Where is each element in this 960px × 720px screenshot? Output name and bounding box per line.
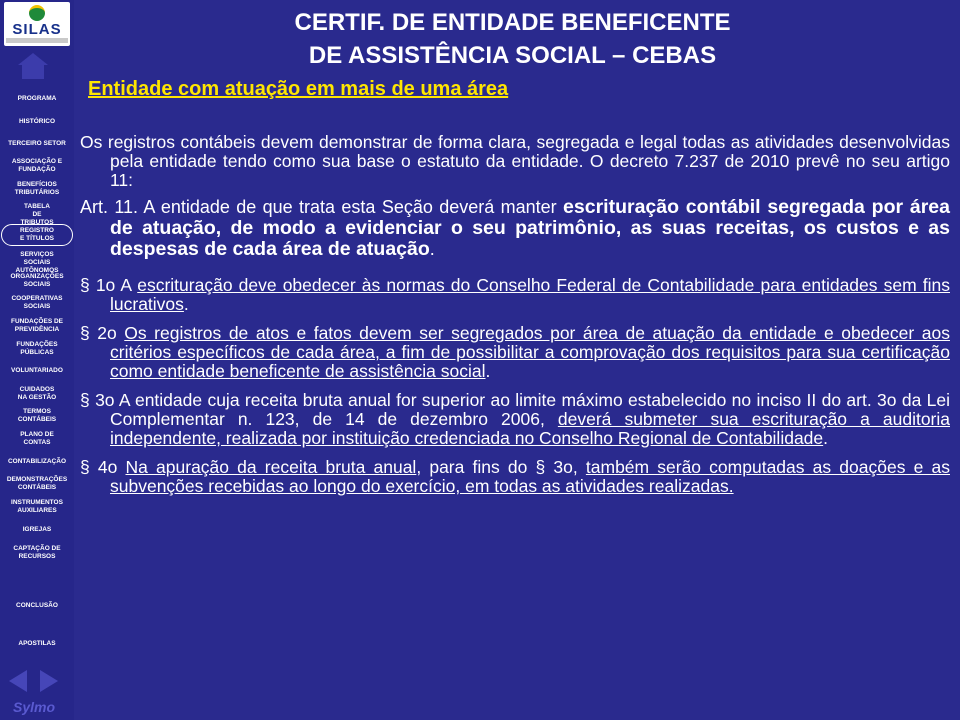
nav-registro-titulos[interactable]: REGISTRO E TÍTULOS bbox=[1, 224, 73, 246]
nav-beneficios-tributarios[interactable]: BENEFÍCIOS TRIBUTÁRIOS bbox=[14, 181, 60, 196]
nav-captacao-recursos[interactable]: CAPTAÇÃO DE RECURSOS bbox=[13, 545, 61, 560]
nav-igrejas[interactable]: IGREJAS bbox=[22, 526, 52, 533]
nav-fundacoes-previdencia[interactable]: FUNDAÇÕES DE PREVIDÊNCIA bbox=[10, 318, 63, 333]
logo-tagline bbox=[6, 38, 68, 43]
paragraph-2 bbox=[80, 324, 950, 381]
title-line-1: CERTIF. DE ENTIDADE BENEFICENTE bbox=[294, 9, 731, 36]
p1-end: . bbox=[183, 294, 189, 314]
paragraph-1 bbox=[80, 276, 950, 314]
nav-programa[interactable]: PROGRAMA bbox=[17, 95, 57, 102]
nav-servicos-sociais-autonomos[interactable]: SERVIÇOS SOCIAIS AUTÔNOMOS bbox=[15, 251, 59, 274]
p2-underlined: Os registros de atos e fatos devem ser segregados por área de atuação da entidade e obedecer aos critérios específicos de cada área, a fim de possibilitar a comprovação dos requisitos para sua certificação como entidade beneficente de assistência social bbox=[110, 323, 950, 381]
nav-apostilas[interactable]: APOSTILAS bbox=[18, 640, 56, 647]
nav-cooperativas-sociais[interactable]: COOPERATIVAS SOCIAIS bbox=[11, 295, 63, 310]
section-heading: Entidade com atuação em mais de uma área bbox=[88, 78, 509, 100]
p4-prefix: § 4o bbox=[80, 457, 126, 477]
home-icon[interactable] bbox=[18, 53, 48, 79]
silas-logo bbox=[4, 2, 70, 46]
p2-end: . bbox=[485, 361, 491, 381]
article-11 bbox=[80, 197, 950, 260]
article-emphasis: escrituração contábil segregada por área de atuação, de modo a evidenciar o seu patrimônio, as suas receitas, os custos e as despesas de cada área de atuação bbox=[110, 196, 950, 260]
main-content bbox=[80, 78, 950, 496]
page-title bbox=[200, 6, 825, 72]
nav-terceiro-setor[interactable]: TERCEIRO SETOR bbox=[8, 140, 66, 147]
brand-watermark: Sylmo bbox=[13, 699, 56, 715]
nav-associacao-fundacao[interactable]: ASSOCIAÇÃO E FUNDAÇÃO bbox=[11, 158, 63, 173]
p3-underlined: deverá submeter sua escrituração a auditoria independente, realizada por instituição credenciada no Conselho Regional de Contabilidade bbox=[110, 409, 950, 448]
p2-prefix: § 2o bbox=[80, 323, 125, 343]
nav-demonstracoes-contabeis[interactable]: DEMONSTRAÇÕES CONTÁBEIS bbox=[6, 476, 68, 491]
nav-voluntariado[interactable]: VOLUNTARIADO bbox=[11, 367, 63, 374]
paragraph-4 bbox=[80, 458, 950, 496]
nav-cuidados-gestao[interactable]: CUIDADOS NA GESTÃO bbox=[17, 386, 57, 401]
nav-contabilizacao[interactable]: CONTABILIZAÇÃO bbox=[7, 458, 66, 465]
p3-prefix: § 3o A entidade cuja receita bruta anual for superior ao limite máximo estabelecido no inciso II do art. 3o da Lei Complementar n. 123, de 14 de dezembro 2006, bbox=[80, 390, 950, 429]
p4-middle: , para fins do § 3o, bbox=[416, 457, 586, 477]
p4-underlined-1: Na apuração da receita bruta anual bbox=[125, 457, 417, 477]
nav-termos-contabeis[interactable]: TERMOS CONTÁBEIS bbox=[17, 408, 57, 423]
title-line-2: DE ASSISTÊNCIA SOCIAL – CEBAS bbox=[308, 42, 717, 69]
article-end: . bbox=[429, 239, 435, 259]
logo-text: SILAS bbox=[12, 21, 62, 38]
nav-historico[interactable]: HISTÓRICO bbox=[18, 118, 56, 125]
p1-prefix: § 1o A bbox=[80, 275, 138, 295]
nav-plano-contas[interactable]: PLANO DE CONTAS bbox=[20, 431, 54, 446]
nav-organizacoes-sociais[interactable]: ORGANIZAÇÕES SOCIAIS bbox=[10, 273, 64, 288]
p1-underlined: escrituração deve obedecer às normas do Conselho Federal de Contabilidade para entidades sem fins lucrativos bbox=[110, 275, 950, 314]
paragraph-3 bbox=[80, 391, 950, 448]
intro-paragraph: Os registros contábeis devem demonstrar de forma clara, segregada e legal todas as atividades desenvolvidas pela entidade tendo como sua base o estatuto da entidade. O decreto 7.237 de 2010 prevê no seu artigo 11: bbox=[80, 132, 950, 190]
nav-tabela-tributos[interactable]: TABELA DE TRIBUTOS bbox=[20, 203, 54, 226]
nav-fundacoes-publicas[interactable]: FUNDAÇÕES PÚBLICAS bbox=[16, 341, 58, 356]
nav-instrumentos-auxiliares[interactable]: INSTRUMENTOS AUXILIARES bbox=[11, 499, 63, 514]
nav-conclusao[interactable]: CONCLUSÃO bbox=[16, 602, 58, 609]
logo-emblem-icon bbox=[29, 5, 45, 21]
p3-end: . bbox=[823, 428, 829, 448]
next-arrow-icon[interactable] bbox=[40, 670, 58, 692]
sidebar-nav bbox=[0, 0, 74, 720]
previous-arrow-icon[interactable] bbox=[9, 670, 27, 692]
p4-underlined-2: também serão computadas as doações e as subvenções recebidas ao longo do exercício, em todas as atividades realizadas. bbox=[110, 457, 950, 496]
article-text: Art. 11. A entidade de que trata esta Seção deverá manter bbox=[80, 197, 564, 217]
